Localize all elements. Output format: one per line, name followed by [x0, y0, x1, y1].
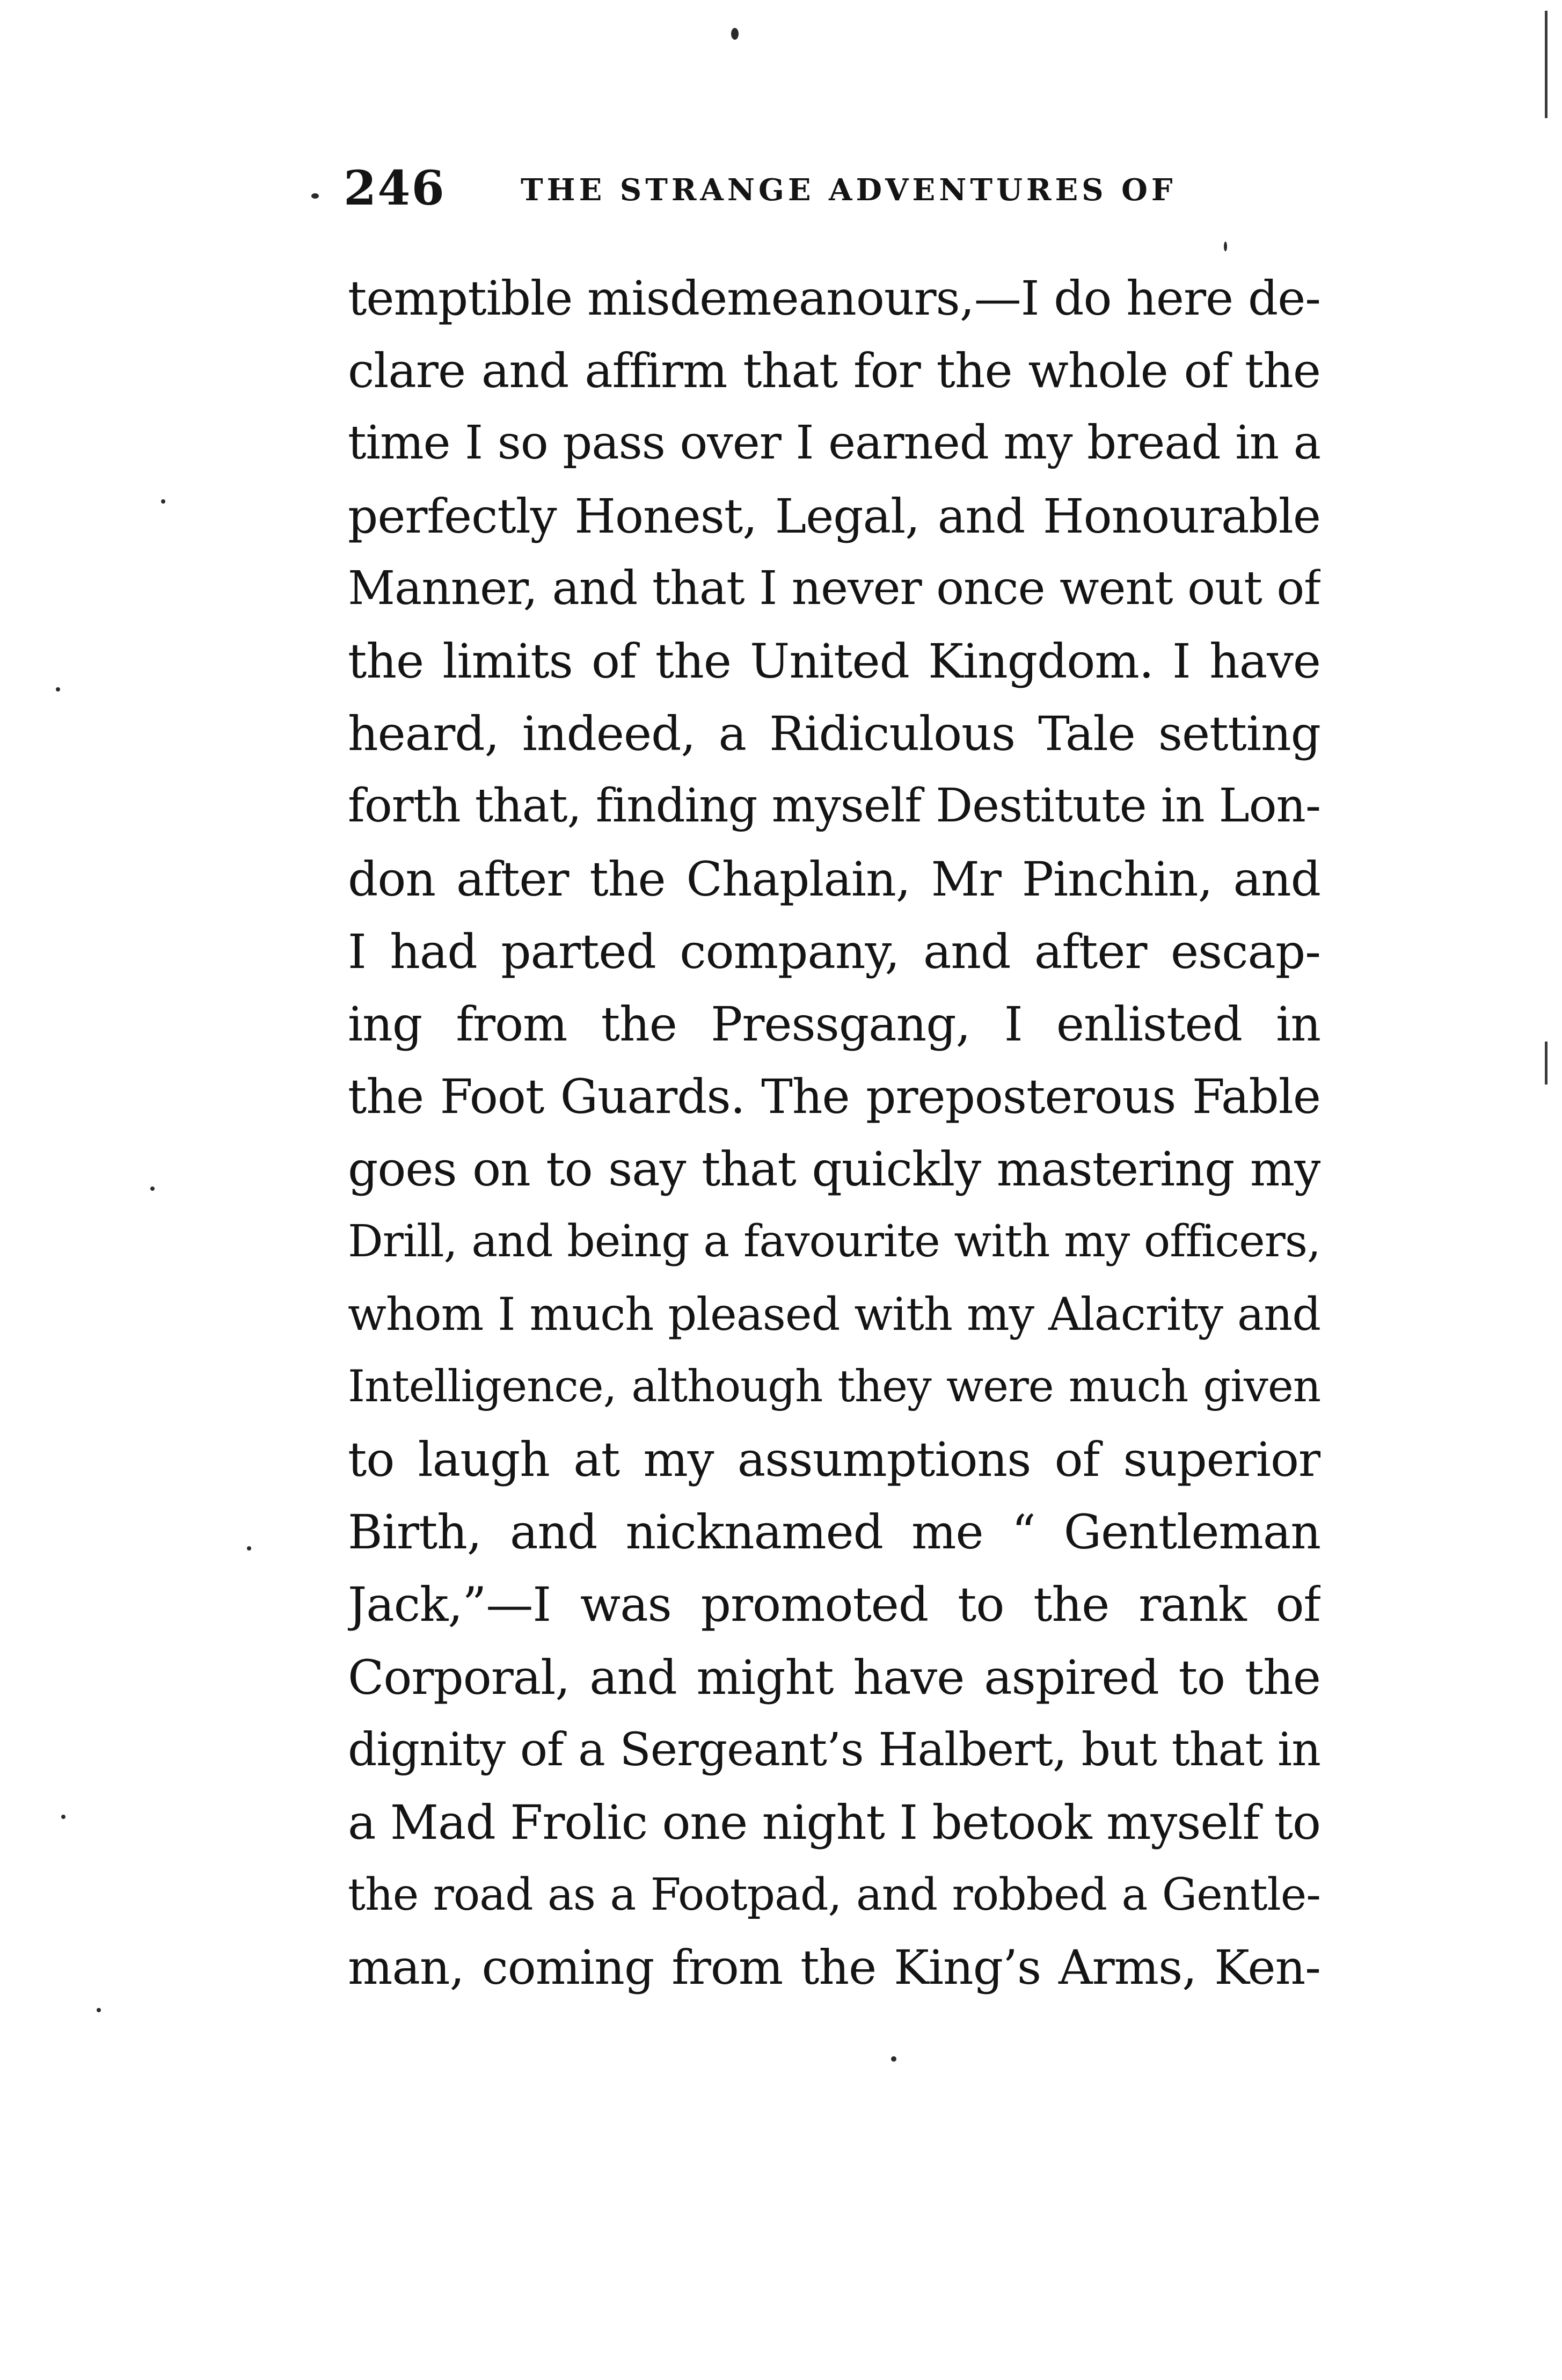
- text-line: man, coming from the King’s Arms, Ken-: [348, 1940, 1320, 1996]
- body-text: [348, 262, 1320, 2004]
- text-line: Drill, and being a favourite with my officers,: [348, 1216, 1320, 1268]
- text-line: the limits of the United Kingdom. I have: [348, 633, 1320, 689]
- page-edge-line: [1545, 11, 1548, 118]
- text-line: forth that, finding myself Destitute in Lon-: [348, 779, 1320, 833]
- text-line: Jack,”—I was promoted to the rank of: [348, 1577, 1320, 1633]
- scan-speck: [311, 193, 319, 199]
- scan-speck: [891, 2056, 896, 2062]
- text-line: Intelligence, although they were much given: [348, 1361, 1320, 1412]
- text-line: I had parted company, and after escap-: [348, 923, 1320, 979]
- running-title: THE STRANGE ADVENTURES OF: [521, 172, 1177, 208]
- scan-speck: [61, 1815, 65, 1819]
- text-line: goes on to say that quickly mastering my: [348, 1141, 1320, 1197]
- text-line: the road as a Footpad, and robbed a Gentle-: [348, 1869, 1320, 1921]
- text-line: Birth, and nicknamed me “ Gentleman: [348, 1504, 1320, 1560]
- page-edge-line: [1545, 1042, 1548, 1085]
- text-line: don after the Chaplain, Mr Pinchin, and: [348, 851, 1320, 907]
- scan-speck: [1224, 242, 1227, 251]
- text-line: Manner, and that I never once went out of: [348, 561, 1320, 615]
- text-line: Corporal, and might have aspired to the: [348, 1649, 1320, 1705]
- text-line: heard, indeed, a Ridiculous Tale setting: [348, 706, 1320, 762]
- text-line: a Mad Frolic one night I betook myself to: [348, 1794, 1320, 1850]
- page-number: 246: [344, 160, 446, 216]
- text-line: ing from the Pressgang, I enlisted in: [348, 996, 1320, 1052]
- text-line: perfectly Honest, Legal, and Honourable: [348, 488, 1320, 544]
- scan-speck: [731, 28, 739, 40]
- scan-speck: [161, 499, 165, 504]
- text-line: dignity of a Sergeant’s Halbert, but that in: [348, 1723, 1320, 1777]
- text-line: time I so pass over I earned my bread in a: [348, 416, 1320, 470]
- text-line: clare and affirm that for the whole of the: [348, 343, 1320, 399]
- scan-speck: [247, 1546, 251, 1551]
- text-line: whom I much pleased with my Alacrity and: [348, 1287, 1320, 1341]
- text-line: the Foot Guards. The preposterous Fable: [348, 1069, 1320, 1125]
- text-line: to laugh at my assumptions of superior: [348, 1432, 1320, 1487]
- scan-speck: [150, 1187, 155, 1191]
- scan-speck: [97, 2008, 101, 2012]
- scan-speck: [56, 687, 60, 692]
- running-head: [344, 156, 1320, 220]
- text-line: temptible misdemeanours,—I do here de-: [348, 271, 1320, 326]
